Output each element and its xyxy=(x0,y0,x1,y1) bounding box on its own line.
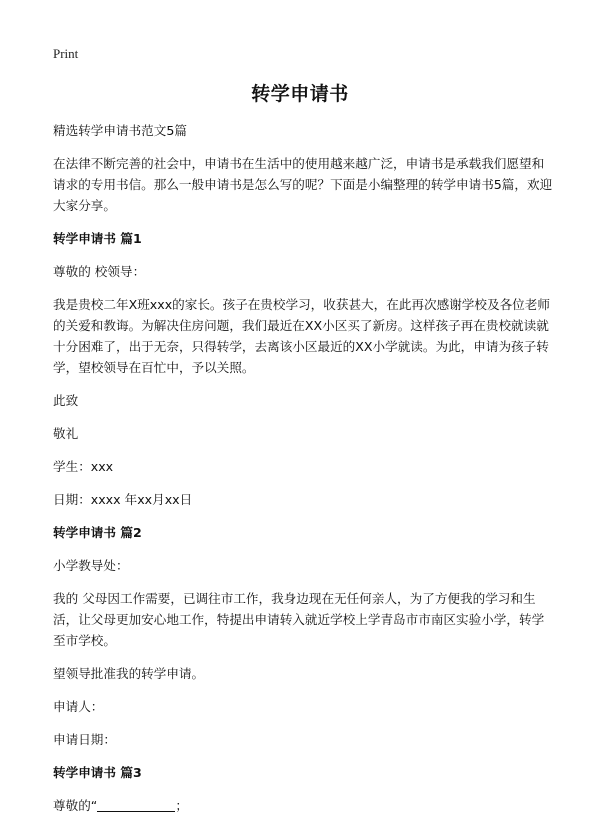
document-body xyxy=(53,120,553,828)
section2-heading: 转学申请书 篇2 xyxy=(53,525,142,540)
section2-apply-date: 申请日期： xyxy=(53,732,116,747)
document-subtitle: 精选转学申请书范文5篇 xyxy=(53,123,187,138)
fill-in-blank xyxy=(97,797,175,812)
section2-applicant: 申请人： xyxy=(53,699,104,714)
section1-body: 我是贵校二年X班xxx的家长。孩子在贵校学习，收获甚大，在此再次感谢学校及各位老师的关爱和教诲。为解决住房问题，我们最近在XX小区买了新房。这样孩子再在贵校就读就十分困难了，出于无奈，只得转学，去离该小区最近的XX小学就读。为此，申请为孩子转学，望校领导在百忙中，予以关照。 xyxy=(53,297,550,375)
section3-heading: 转学申请书 篇3 xyxy=(53,765,142,780)
section1-closing-1: 此致 xyxy=(53,393,79,408)
section2-request: 望领导批准我的转学申请。 xyxy=(53,666,205,681)
section3-salutation-prefix: 尊敬的“ xyxy=(53,798,98,813)
section1-closing-2: 敬礼 xyxy=(53,426,79,441)
section1-date: 日期：xxxx 年xx月xx日 xyxy=(53,492,193,507)
section3-salutation-suffix: ； xyxy=(175,798,188,813)
section1-heading: 转学申请书 篇1 xyxy=(53,231,142,246)
intro-paragraph: 在法律不断完善的社会中，申请书在生活中的使用越来越广泛，申请书是承载我们愿望和请求的专用书信。那么一般申请书是怎么写的呢？下面是小编整理的转学申请书5篇，欢迎大家分享。 xyxy=(53,156,553,213)
page-title: 转学申请书 xyxy=(251,83,349,105)
section1-salutation: 尊敬的 校领导： xyxy=(53,264,146,279)
section2-body: 我的 父母因工作需要，已调往市工作，我身边现在无任何亲人，为了方便我的学习和生活，让父母更加安心地工作，特提出申请转入就近学校上学青岛市市南区实验小学，转学至市学校。 xyxy=(53,591,545,648)
section1-student: 学生：xxx xyxy=(53,459,114,474)
section3-salutation xyxy=(53,795,553,816)
section2-salutation: 小学教导处： xyxy=(53,558,129,573)
print-label: Print xyxy=(53,46,79,61)
